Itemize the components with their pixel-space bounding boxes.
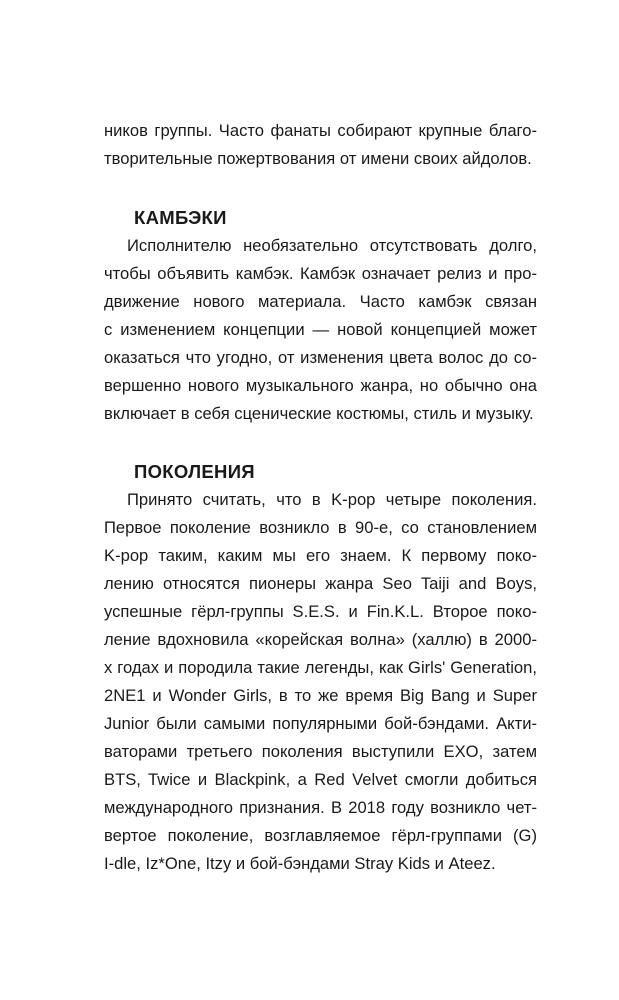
generations-line: успешные гёрл-группы S.E.S. и Fin.K.L. Второе поко- xyxy=(104,602,537,621)
generations-line: I-dle, Iz*One, Itzy и бой-бэндами Stray Kids и Ateez. xyxy=(104,854,496,873)
generations-line: Первое поколение возникло в 90-е, со становлением xyxy=(104,518,537,537)
intro-line: ников группы. Часто фанаты собирают крупные благо- xyxy=(104,121,537,140)
intro-line: творительные пожертвования от имени своих айдолов. xyxy=(104,149,532,168)
generations-line: ваторами третьего поколения выступили EXO, затем xyxy=(104,742,537,761)
comebacks-line: оказаться что угодно, от изменения цвета волос до со- xyxy=(104,348,537,367)
generations-line: х годах и породила такие легенды, как Girls' Generation, xyxy=(104,658,537,677)
comebacks-heading: КАМБЭКИ xyxy=(134,207,227,228)
comebacks-line: чтобы объявить камбэк. Камбэк означает релиз и про- xyxy=(104,264,537,283)
comebacks-line: с изменением концепции — новой концепцией может xyxy=(104,320,537,339)
comebacks-line: Исполнителю необязательно отсутствовать долго, xyxy=(127,236,537,255)
comebacks-line: движение нового материала. Часто камбэк связан xyxy=(104,292,537,311)
generations-line: Junior были самыми популярными бой-бэндами. Акти- xyxy=(104,714,537,733)
generations-line: BTS, Twice и Blackpink, а Red Velvet смогли добиться xyxy=(104,770,537,789)
generations-heading: ПОКОЛЕНИЯ xyxy=(134,461,255,482)
generations-line: K-pop таким, каким мы его знаем. К первому поко- xyxy=(104,546,537,565)
generations-line: 2NE1 и Wonder Girls, в то же время Big Bang и Super xyxy=(104,686,537,705)
comebacks-line: включает в себя сценические костюмы, стиль и музыку. xyxy=(104,404,534,423)
comebacks-line: вершенно нового музыкального жанра, но обычно она xyxy=(104,376,537,395)
generations-line: Принято считать, что в K-pop четыре поколения. xyxy=(127,490,537,509)
generations-line: ление вдохновила «корейская волна» (халлю) в 2000- xyxy=(104,630,537,649)
generations-line: лению относятся пионеры жанра Seo Taiji and Boys, xyxy=(104,574,537,593)
generations-line: вертое поколение, возглавляемое гёрл-группами (G) xyxy=(104,826,537,845)
generations-line: международного признания. В 2018 году возникло чет- xyxy=(104,798,537,817)
